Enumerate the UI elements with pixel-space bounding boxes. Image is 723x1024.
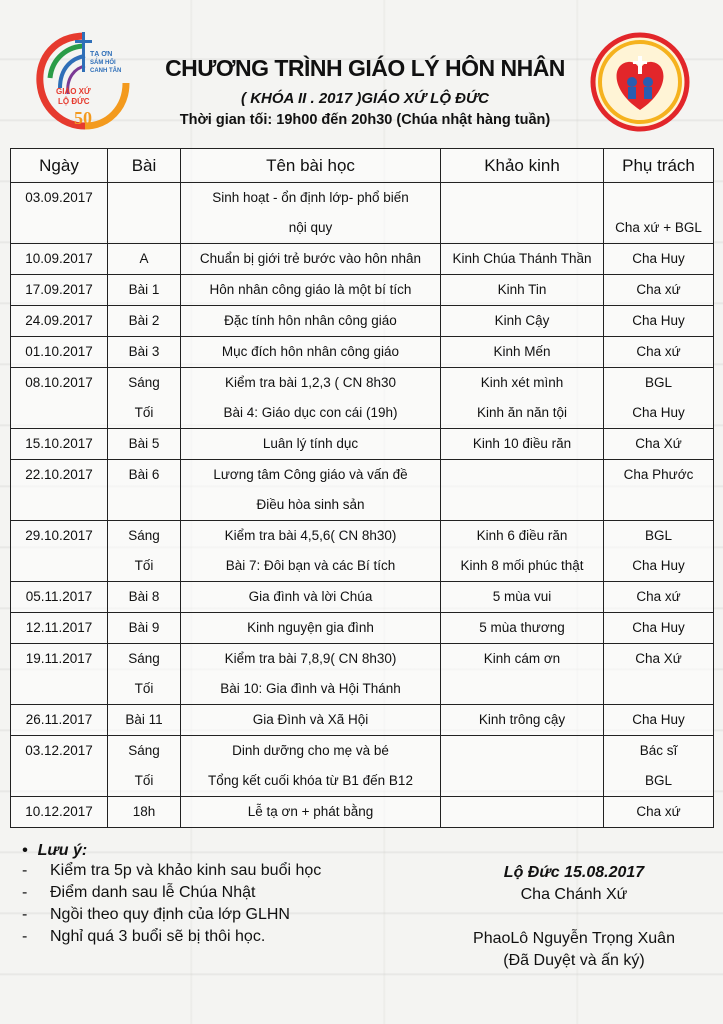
lesson-cell-line: Bài 1 — [128, 282, 160, 297]
responsible-cell-line: Cha Phước — [623, 467, 694, 482]
responsible-cell — [604, 736, 714, 797]
lesson-title-cell-line: Lễ tạ ơn + phát bằng — [247, 804, 374, 819]
lesson-title-cell — [181, 797, 441, 828]
prayer-cell-line — [441, 736, 603, 766]
responsible-cell — [604, 244, 714, 275]
lesson-cell-line: Sáng — [128, 651, 160, 666]
date-cell — [11, 582, 108, 613]
list-dash: - — [22, 928, 28, 945]
table-row — [11, 368, 714, 429]
prayer-cell — [441, 337, 604, 368]
table-row — [11, 244, 714, 275]
svg-text:TẠ ƠN: TẠ ƠN — [90, 51, 113, 58]
column-header-title: Tên bài học — [181, 149, 441, 183]
date-cell — [11, 306, 108, 337]
list-item — [14, 860, 374, 882]
date-cell — [11, 429, 108, 460]
date-cell — [11, 613, 108, 644]
prayer-cell-line — [441, 490, 603, 520]
prayer-cell — [441, 736, 604, 797]
table-row — [11, 705, 714, 736]
prayer-cell — [441, 275, 604, 306]
date-cell — [11, 521, 108, 582]
prayer-cell — [441, 460, 604, 521]
prayer-cell-line — [441, 460, 603, 490]
date-text: 05.11.2017 — [25, 589, 93, 604]
lesson-cell-line: Bài 3 — [128, 344, 160, 359]
lesson-cell — [108, 368, 181, 429]
table-row — [11, 337, 714, 368]
lesson-title-cell-line: Điều hòa sinh sản — [256, 497, 365, 512]
table-row — [11, 736, 714, 797]
lesson-title-cell-line: Sinh hoạt - ổn định lớp- phổ biến — [212, 190, 409, 205]
responsible-cell — [604, 705, 714, 736]
date-text: 26.11.2017 — [25, 712, 93, 727]
lesson-title-cell — [181, 368, 441, 429]
lesson-title-cell-line: Kiểm tra bài 4,5,6( CN 8h30) — [224, 528, 397, 543]
list-dash: - — [22, 862, 28, 879]
prayer-cell — [441, 183, 604, 244]
table-row — [11, 521, 714, 582]
list-item — [14, 904, 374, 926]
lesson-cell — [108, 736, 181, 797]
responsible-cell-line — [604, 183, 713, 213]
prayer-cell — [441, 613, 604, 644]
signature-date: Lộ Đức 15.08.2017 — [503, 864, 645, 881]
schedule-time: Thời gian tối: 19h00 đến 20h30 (Chúa nhật hàng tuần) — [179, 112, 551, 128]
prayer-cell-line — [441, 674, 603, 704]
lesson-title-cell-line: nội quy — [288, 220, 333, 235]
lesson-title-cell — [181, 275, 441, 306]
responsible-cell-line — [604, 490, 713, 520]
list-dash: - — [22, 884, 28, 901]
svg-text:CANH TÂN: CANH TÂN — [90, 68, 122, 74]
lesson-cell-line: Tối — [134, 681, 154, 696]
responsible-cell-line: Cha xứ — [636, 804, 681, 819]
date-cell — [11, 244, 108, 275]
responsible-cell-line: BGL — [644, 375, 672, 390]
lesson-cell — [108, 582, 181, 613]
lesson-cell-line: Bài 9 — [128, 620, 160, 635]
lesson-title-cell-line: Mục đích hôn nhân công giáo — [221, 344, 400, 359]
date-text: 17.09.2017 — [25, 282, 93, 297]
lesson-title-cell-line: Dinh dưỡng cho mẹ và bé — [232, 743, 389, 758]
prayer-cell — [441, 306, 604, 337]
table-row — [11, 797, 714, 828]
lesson-cell — [108, 244, 181, 275]
responsible-cell — [604, 460, 714, 521]
table-row — [11, 460, 714, 521]
table-row — [11, 429, 714, 460]
list-item-text: Kiểm tra 5p và khảo kinh sau buổi học — [50, 862, 322, 879]
lesson-cell — [108, 797, 181, 828]
responsible-cell-line: Cha Xứ — [635, 651, 682, 666]
lesson-cell-line: Sáng — [128, 375, 160, 390]
date-text: 03.12.2017 — [25, 743, 93, 758]
lesson-title-cell-line: Kiểm tra bài 1,2,3 ( CN 8h30 — [224, 375, 397, 390]
lesson-title-cell-line: Chuẩn bị giới trẻ bước vào hôn nhân — [199, 251, 422, 266]
date-cell — [11, 460, 108, 521]
date-cell — [11, 705, 108, 736]
lesson-title-cell-line: Gia đình và lời Chúa — [248, 589, 373, 604]
responsible-cell-line: Cha Huy — [632, 712, 685, 727]
prayer-cell-line — [441, 183, 603, 213]
responsible-cell — [604, 613, 714, 644]
responsible-cell-line: Cha xứ — [636, 344, 681, 359]
lesson-title-cell — [181, 521, 441, 582]
notes-list — [14, 860, 374, 948]
responsible-cell — [604, 429, 714, 460]
lesson-title-cell-line: Kiểm tra bài 7,8,9( CN 8h30) — [224, 651, 397, 666]
lesson-cell — [108, 705, 181, 736]
prayer-cell-line — [441, 797, 603, 827]
responsible-cell — [604, 582, 714, 613]
lesson-title-cell — [181, 244, 441, 275]
marriage-catechism-seal-icon — [590, 32, 690, 132]
prayer-cell — [441, 582, 604, 613]
responsible-cell-line: BGL — [644, 528, 672, 543]
lesson-cell-line: Bài 2 — [128, 313, 160, 328]
responsible-cell — [604, 337, 714, 368]
date-text: 10.12.2017 — [25, 804, 93, 819]
prayer-cell-line: Kinh Chúa Thánh Thần — [452, 251, 592, 266]
lesson-cell — [108, 460, 181, 521]
lesson-title-cell-line: Bài 7: Đôi bạn và các Bí tích — [225, 558, 396, 573]
lesson-cell — [108, 306, 181, 337]
responsible-cell-line: Cha Huy — [632, 313, 685, 328]
date-cell — [11, 644, 108, 705]
date-text: 01.10.2017 — [25, 344, 93, 359]
prayer-cell-line — [441, 213, 603, 243]
lesson-title-cell — [181, 644, 441, 705]
lesson-title-cell-line: Luân lý tính dục — [262, 436, 359, 451]
prayer-cell-line: Kinh 10 điều răn — [472, 436, 572, 451]
lesson-cell-line: Tối — [134, 773, 154, 788]
course-subtitle: ( KHÓA II . 2017 )GIÁO XỨ LỘ ĐỨC — [241, 90, 489, 107]
responsible-cell — [604, 368, 714, 429]
lesson-cell-line: Bài 5 — [128, 436, 160, 451]
column-header-responsible: Phụ trách — [604, 149, 714, 183]
prayer-cell — [441, 797, 604, 828]
date-cell — [11, 275, 108, 306]
lesson-title-cell — [181, 736, 441, 797]
responsible-cell-line: Cha Huy — [632, 558, 685, 573]
table-row — [11, 613, 714, 644]
lesson-cell — [108, 429, 181, 460]
prayer-cell-line: Kinh Mến — [493, 344, 551, 359]
list-dash: - — [22, 906, 28, 923]
lesson-title-cell-line: Gia Đình và Xã Hội — [252, 712, 369, 727]
notes-section — [14, 842, 374, 948]
responsible-cell-line: Cha Xứ — [635, 436, 682, 451]
list-item-text: Nghỉ quá 3 buổi sẽ bị thôi học. — [50, 928, 266, 945]
prayer-cell — [441, 705, 604, 736]
prayer-cell-line: Kinh trông cậy — [478, 712, 566, 727]
prayer-cell-line: 5 mùa vui — [492, 589, 552, 604]
list-item-text: Ngồi theo quy định của lớp GLHN — [50, 906, 290, 923]
prayer-cell — [441, 429, 604, 460]
responsible-cell-line: Cha xứ — [636, 589, 681, 604]
lesson-cell-line: A — [139, 251, 149, 266]
prayer-cell-line: 5 mùa thương — [479, 620, 565, 635]
prayer-cell-line — [441, 766, 603, 796]
lesson-cell-line: Tối — [134, 558, 154, 573]
lesson-title-cell — [181, 460, 441, 521]
lesson-title-cell-line: Bài 10: Gia đình và Hội Thánh — [220, 681, 401, 696]
lesson-cell — [108, 613, 181, 644]
table-row — [11, 306, 714, 337]
lesson-cell — [108, 337, 181, 368]
responsible-cell — [604, 306, 714, 337]
prayer-cell-line: Kinh xét mình — [480, 375, 564, 390]
prayer-cell — [441, 244, 604, 275]
lesson-cell — [108, 275, 181, 306]
column-header-lesson: Bài — [108, 149, 181, 183]
column-header-date: Ngày — [11, 149, 108, 183]
prayer-cell-line: Kinh Cậy — [494, 313, 550, 328]
lesson-cell-line: Bài 8 — [128, 589, 160, 604]
date-text: 10.09.2017 — [25, 251, 93, 266]
list-item — [14, 882, 374, 904]
signature-block — [440, 862, 708, 972]
lesson-title-cell-line: Tổng kết cuối khóa từ B1 đến B12 — [208, 773, 413, 788]
date-cell — [11, 183, 108, 244]
responsible-cell — [604, 275, 714, 306]
responsible-cell-line: Cha xứ — [636, 282, 681, 297]
signature-name: PhaoLô Nguyễn Trọng Xuân — [473, 930, 675, 947]
date-text: 03.09.2017 — [25, 190, 93, 205]
prayer-cell-line: Kinh Tin — [497, 282, 547, 297]
responsible-cell-line — [604, 674, 713, 704]
svg-text:50: 50 — [74, 108, 92, 128]
date-text: 08.10.2017 — [25, 375, 93, 390]
svg-text:LỘ ĐỨC: LỘ ĐỨC — [58, 97, 90, 106]
responsible-cell — [604, 797, 714, 828]
date-text: 29.10.2017 — [25, 528, 93, 543]
signature-note: (Đã Duyệt và ấn ký) — [503, 952, 645, 969]
responsible-cell-line: Cha Huy — [632, 620, 685, 635]
lesson-title-cell-line: Bài 4: Giáo dục con cái (19h) — [223, 405, 398, 420]
responsible-cell-line: Cha Huy — [632, 251, 685, 266]
schedule-table — [10, 148, 714, 828]
prayer-cell — [441, 644, 604, 705]
lesson-title-cell — [181, 337, 441, 368]
lesson-title-cell-line: Đặc tính hôn nhân công giáo — [224, 313, 397, 328]
date-text: 24.09.2017 — [25, 313, 93, 328]
lesson-title-cell-line: Kinh nguyện gia đình — [247, 620, 374, 635]
responsible-cell-line: Cha Huy — [632, 405, 685, 420]
prayer-cell-line: Kinh cám ơn — [483, 651, 561, 666]
lesson-cell — [108, 644, 181, 705]
lesson-title-cell — [181, 705, 441, 736]
date-cell — [11, 368, 108, 429]
responsible-cell-line: Bác sĩ — [639, 743, 678, 758]
date-cell — [11, 797, 108, 828]
lesson-cell-line: Tối — [134, 405, 154, 420]
prayer-cell — [441, 368, 604, 429]
responsible-cell — [604, 521, 714, 582]
prayer-cell-line: Kinh ăn năn tội — [476, 405, 568, 420]
table-row — [11, 183, 714, 244]
lesson-cell-line — [108, 490, 180, 520]
lesson-cell-line: 18h — [132, 804, 156, 819]
date-text: 22.10.2017 — [25, 467, 93, 482]
date-cell — [11, 337, 108, 368]
date-cell — [11, 736, 108, 797]
notes-heading-text: Lưu ý: — [37, 842, 88, 859]
responsible-cell — [604, 644, 714, 705]
lesson-cell — [108, 521, 181, 582]
lesson-cell-line: Bài 11 — [125, 712, 163, 727]
date-text: 19.11.2017 — [25, 651, 93, 666]
lesson-cell-line — [108, 213, 180, 243]
lesson-cell — [108, 183, 181, 244]
date-text: 12.11.2017 — [25, 620, 93, 635]
lesson-cell-line: Bài 6 — [128, 467, 160, 482]
lesson-title-cell — [181, 613, 441, 644]
signature-role: Cha Chánh Xứ — [520, 886, 628, 903]
svg-text:GIÁO XỨ: GIÁO XỨ — [56, 87, 91, 96]
schedule-body — [11, 183, 714, 828]
responsible-cell-line: Cha xứ + BGL — [615, 220, 702, 235]
lesson-title-cell-line: Lương tâm Công giáo và vấn đề — [213, 467, 408, 482]
date-text: 15.10.2017 — [25, 436, 93, 451]
page-title: CHƯƠNG TRÌNH GIÁO LÝ HÔN NHÂN — [165, 55, 565, 81]
list-item-text: Điểm danh sau lễ Chúa Nhật — [50, 884, 256, 901]
notes-bullet: • — [22, 842, 28, 859]
lesson-title-cell — [181, 183, 441, 244]
responsible-cell — [604, 183, 714, 244]
lesson-title-cell-line: Hôn nhân công giáo là một bí tích — [209, 282, 412, 297]
prayer-cell-line: Kinh 6 điều răn — [476, 528, 568, 543]
list-item — [14, 926, 374, 948]
svg-text:SÁM HỐI: SÁM HỐI — [90, 60, 116, 66]
prayer-cell-line: Kinh 8 mối phúc thật — [460, 558, 584, 573]
table-row — [11, 644, 714, 705]
lesson-title-cell — [181, 582, 441, 613]
responsible-cell-line: BGL — [644, 773, 672, 788]
parish-jubilee-logo-icon — [30, 28, 140, 134]
notes-heading — [22, 842, 374, 860]
lesson-title-cell — [181, 429, 441, 460]
lesson-cell-line: Sáng — [128, 743, 160, 758]
lesson-cell-line — [108, 183, 180, 213]
lesson-title-cell — [181, 306, 441, 337]
table-row — [11, 582, 714, 613]
lesson-cell-line: Sáng — [128, 528, 160, 543]
column-header-prayer: Khảo kinh — [441, 149, 604, 183]
table-header-row — [11, 149, 714, 183]
prayer-cell — [441, 521, 604, 582]
table-row — [11, 275, 714, 306]
